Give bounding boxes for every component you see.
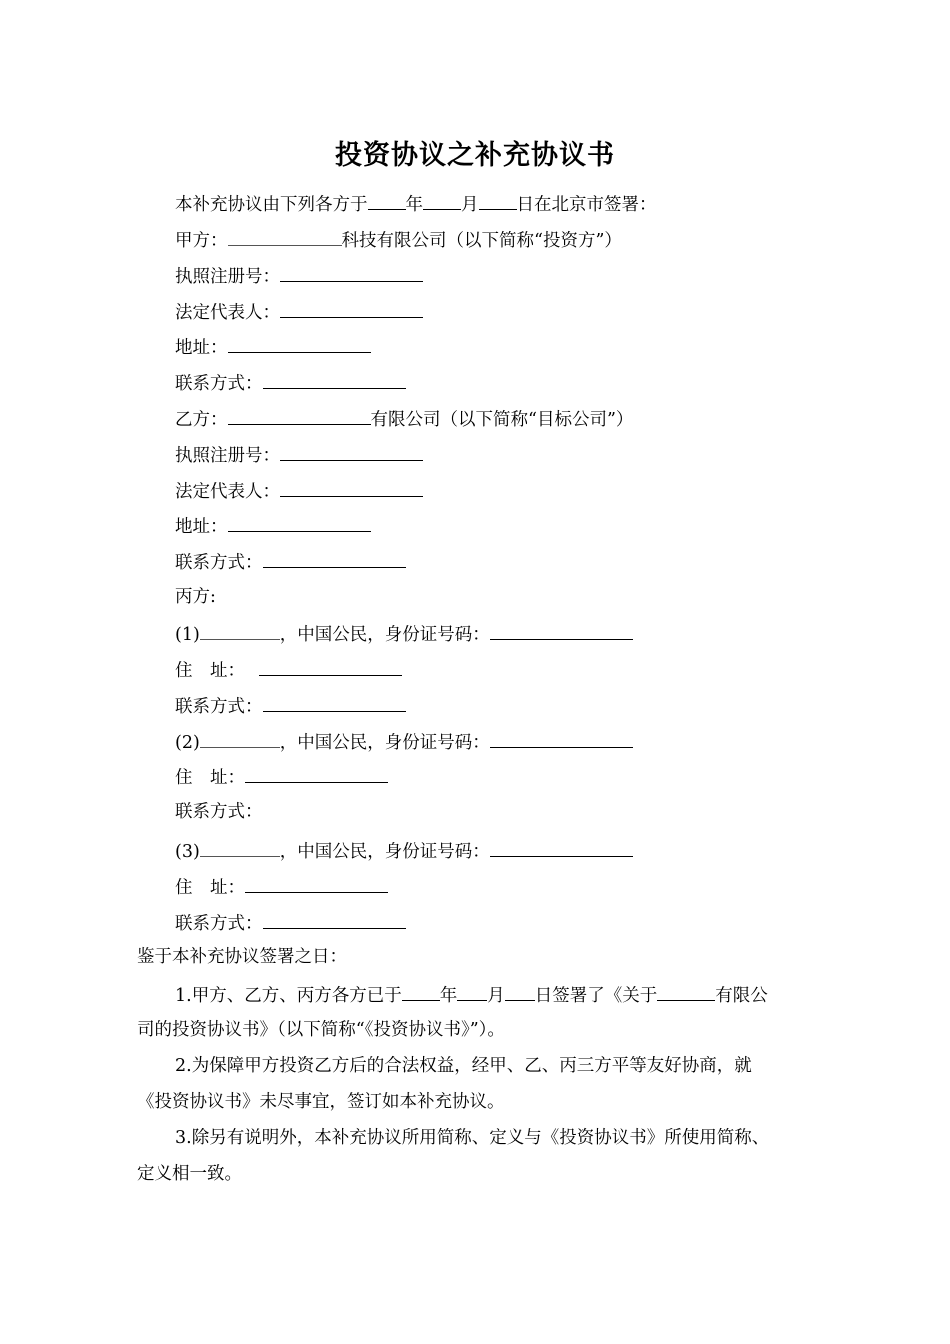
- party-b-contact-blank[interactable]: [263, 549, 406, 568]
- party-b-suffix: 有限公司（以下简称“目标公司”）: [370, 410, 634, 430]
- intro-suffix: 日在北京市签署：: [516, 195, 657, 215]
- clause-3-line-2: 定义相一致。: [137, 1164, 242, 1184]
- party-a-license-label: 执照注册号：: [175, 267, 280, 287]
- party-b-license-blank[interactable]: [280, 442, 423, 461]
- party-a-license-blank[interactable]: [280, 263, 423, 282]
- party-a-label: 甲方：: [175, 231, 228, 251]
- person-1-number: (1): [175, 625, 200, 645]
- person-2-address-line: [175, 764, 388, 790]
- party-c-person-3-line: [175, 838, 633, 864]
- person-1-name-blank[interactable]: [200, 621, 280, 640]
- person-3-address-line: [175, 874, 388, 900]
- person-2-number: (2): [175, 733, 200, 753]
- person-3-name-blank[interactable]: [200, 838, 280, 857]
- party-c-label: 丙方:: [175, 587, 216, 607]
- person-3-id-blank[interactable]: [490, 838, 633, 857]
- whereas-heading: 鉴于本补充协议签署之日：: [137, 947, 347, 967]
- person-1-address-line: [175, 657, 402, 683]
- person-2-name-blank[interactable]: [200, 729, 280, 748]
- person-2-address-label: 住 址：: [175, 768, 245, 788]
- person-3-contact-line: [175, 910, 406, 936]
- party-b-contact-label: 联系方式：: [175, 553, 263, 573]
- clause-1-line-1: [175, 982, 768, 1008]
- clause-1-month: 月: [487, 986, 505, 1006]
- document-title: 投资协议之补充协议书: [335, 140, 615, 171]
- intro-line: [175, 191, 657, 217]
- person-3-number: (3): [175, 842, 200, 862]
- person-3-contact-blank[interactable]: [263, 910, 406, 929]
- clause-1-prefix: 1.甲方、乙方、丙方各方已于: [175, 986, 402, 1006]
- person-2-contact-label: 联系方式：: [175, 802, 263, 822]
- party-a-address-blank[interactable]: [228, 334, 371, 353]
- clause-1-company-blank[interactable]: [657, 982, 715, 1001]
- person-3-citizen: ，中国公民，身份证号码：: [279, 842, 490, 862]
- party-a-rep-blank[interactable]: [280, 299, 423, 318]
- party-a-name-blank[interactable]: [228, 227, 342, 246]
- clause-2-line-1: 2.为保障甲方投资乙方后的合法权益，经甲、乙、丙三方平等友好协商，就: [175, 1056, 752, 1076]
- party-b-rep-line: [175, 478, 423, 504]
- party-a-suffix: 科技有限公司（以下简称“投资方”）: [341, 231, 622, 251]
- clause-1-day-blank[interactable]: [505, 982, 535, 1001]
- party-b-address-blank[interactable]: [228, 513, 371, 532]
- person-1-citizen: ，中国公民，身份证号码：: [279, 625, 490, 645]
- person-2-citizen: ，中国公民，身份证号码：: [279, 733, 490, 753]
- person-3-contact-label: 联系方式：: [175, 914, 263, 934]
- person-3-address-label: 住 址：: [175, 878, 245, 898]
- party-b-contact-line: [175, 549, 406, 575]
- party-b-license-label: 执照注册号：: [175, 446, 280, 466]
- party-a-address-label: 地址：: [175, 338, 228, 358]
- party-b-line: [175, 406, 633, 432]
- party-b-label: 乙方：: [175, 410, 228, 430]
- clause-1-month-blank[interactable]: [457, 982, 487, 1001]
- party-b-address-line: [175, 513, 371, 539]
- person-2-contact-line: [175, 800, 263, 824]
- intro-year: 年: [405, 195, 423, 215]
- person-1-contact-label: 联系方式：: [175, 697, 263, 717]
- party-b-address-label: 地址：: [175, 517, 228, 537]
- party-a-rep-line: [175, 299, 423, 325]
- clause-1-suffix: 有限公: [715, 986, 768, 1006]
- party-b-rep-blank[interactable]: [280, 478, 423, 497]
- party-c-person-1-line: [175, 621, 633, 647]
- party-a-rep-label: 法定代表人：: [175, 303, 280, 323]
- clause-2-line-2: 《投资协议书》未尽事宜，签订如本补充协议。: [137, 1092, 505, 1112]
- person-1-contact-blank[interactable]: [263, 693, 406, 712]
- day-blank[interactable]: [479, 191, 517, 210]
- party-b-rep-label: 法定代表人：: [175, 482, 280, 502]
- party-c-person-2-line: [175, 729, 633, 755]
- person-2-address-blank[interactable]: [245, 764, 388, 783]
- intro-month: 月: [461, 195, 479, 215]
- party-b-license-line: [175, 442, 423, 468]
- party-a-contact-line: [175, 370, 406, 396]
- party-a-license-line: [175, 263, 423, 289]
- year-blank[interactable]: [368, 191, 406, 210]
- person-2-id-blank[interactable]: [490, 729, 633, 748]
- person-1-contact-line: [175, 693, 406, 719]
- person-1-address-blank[interactable]: [259, 657, 402, 676]
- party-a-contact-blank[interactable]: [263, 370, 406, 389]
- party-a-line: [175, 227, 622, 253]
- party-a-contact-label: 联系方式：: [175, 374, 263, 394]
- clause-1-year: 年: [439, 986, 458, 1006]
- month-blank[interactable]: [423, 191, 461, 210]
- clause-1-year-blank[interactable]: [402, 982, 440, 1001]
- clause-3-line-1: 3.除另有说明外，本补充协议所用简称、定义与《投资协议书》所使用简称、: [175, 1128, 770, 1148]
- person-1-id-blank[interactable]: [490, 621, 633, 640]
- party-a-address-line: [175, 334, 371, 360]
- clause-1-mid: 日签署了《关于: [534, 986, 658, 1006]
- person-3-address-blank[interactable]: [245, 874, 388, 893]
- clause-1-line-2: 司的投资协议书》（以下简称“《投资协议书》”）。: [137, 1020, 505, 1040]
- person-1-address-label: 住 址：: [175, 661, 245, 681]
- intro-prefix: 本补充协议由下列各方于: [175, 195, 368, 215]
- party-b-name-blank[interactable]: [228, 406, 371, 425]
